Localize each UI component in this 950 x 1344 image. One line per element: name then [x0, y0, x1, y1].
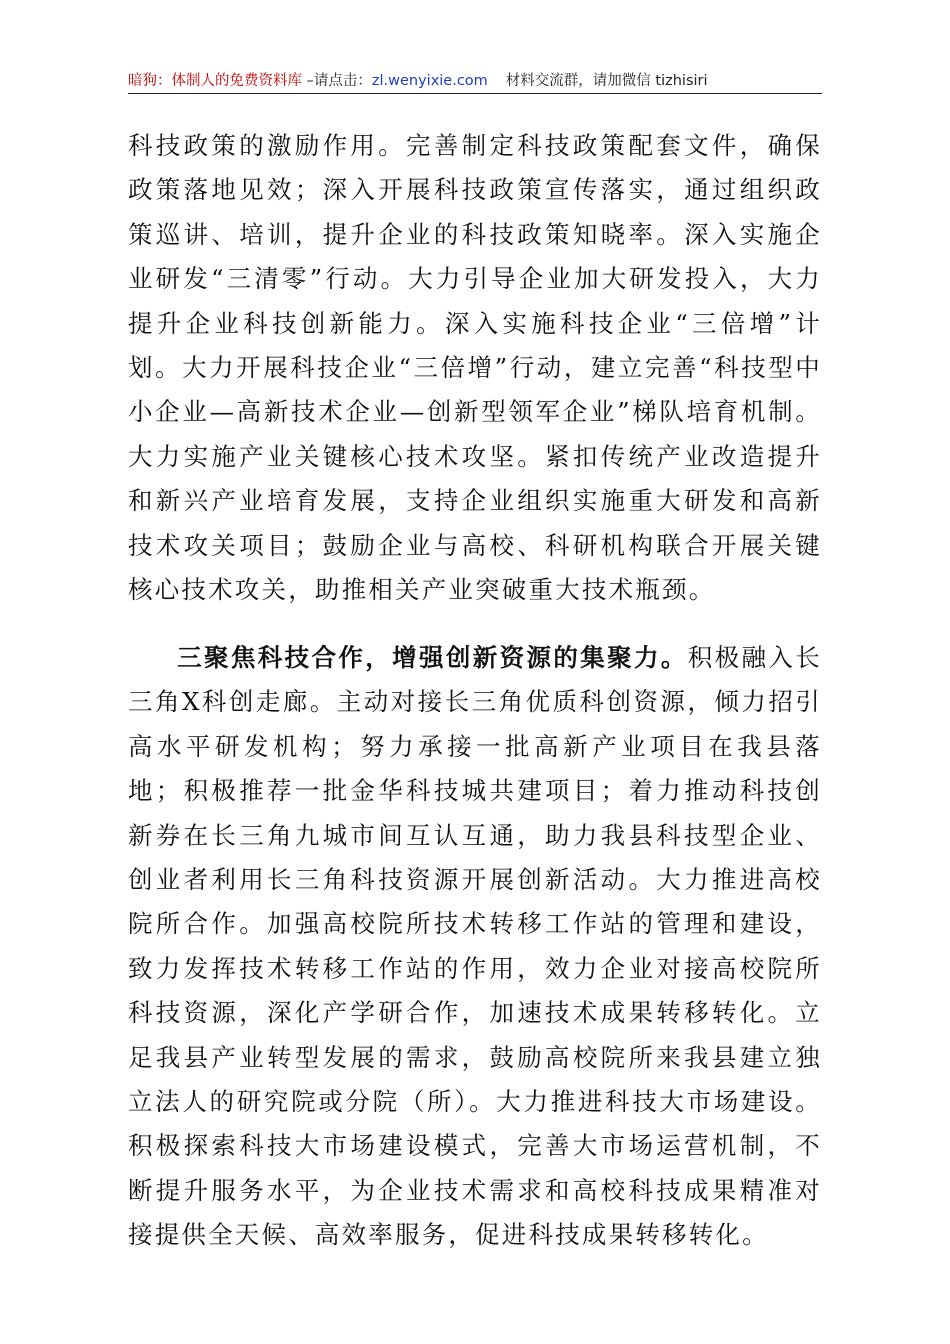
- header-separator-text: –请点击：: [302, 73, 372, 89]
- paragraph-1-text: 科技政策的激励作用。完善制定科技政策配套文件，确保政策落地见效；深入开展科技政策宣传落实，通过组织政策巡讲、培训，提升企业的科技政策知晓率。深入实施企业研发“三清零”行动。大力引导企业加大研发投入，大力提升企业科技创新能力。深入实施科技企业“三倍增”计划。大力开展科技企业“三倍增”行动，建立完善“科技型中小企业—高新技术企业—创新型领军企业”梯队培育机制。大力实施产业关键核心技术攻坚。紧扣传统产业改造提升和新兴产业培育发展，支持企业组织实施重大研发和高新技术攻关项目；鼓励企业与高校、科研机构联合开展关键核心技术攻关，助推相关产业突破重大技术瓶颈。: [128, 131, 822, 605]
- paragraph-2: [128, 636, 822, 1258]
- header-brand-text: 暗狗：体制人的免费资料库: [128, 73, 302, 89]
- header-contact-text: 材料交流群，请加微信 tizhisiri: [505, 73, 708, 89]
- page-header: [128, 70, 822, 92]
- paragraph-1: [128, 124, 822, 612]
- header-url-link[interactable]: zl.wenyixie.com: [371, 73, 488, 89]
- paragraph-2-heading: 三聚焦科技合作，增强创新资源的集聚力。: [177, 643, 688, 672]
- paragraph-2-text: 积极融入长三角X科创走廊。主动对接长三角优质科创资源，倾力招引高水平研发机构；努力承接一批高新产业项目在我县落地；积极推荐一批金华科技城共建项目；着力推动科技创新券在长三角九城市间互认互通，助力我县科技型企业、创业者利用长三角科技资源开展创新活动。大力推进高校院所合作。加强高校院所技术转移工作站的管理和建设，致力发挥技术转移工作站的作用，效力企业对接高校院所科技资源，深化产学研合作，加速技术成果转移转化。立足我县产业转型发展的需求，鼓励高校院所来我县建立独立法人的研究院或分院（所）。大力推进科技大市场建设。积极探索科技大市场建设模式，完善大市场运营机制，不断提升服务水平，为企业技术需求和高校科技成果精准对接提供全天候、高效率服务，促进科技成果转移转化。: [128, 643, 822, 1250]
- header-divider: [128, 93, 822, 94]
